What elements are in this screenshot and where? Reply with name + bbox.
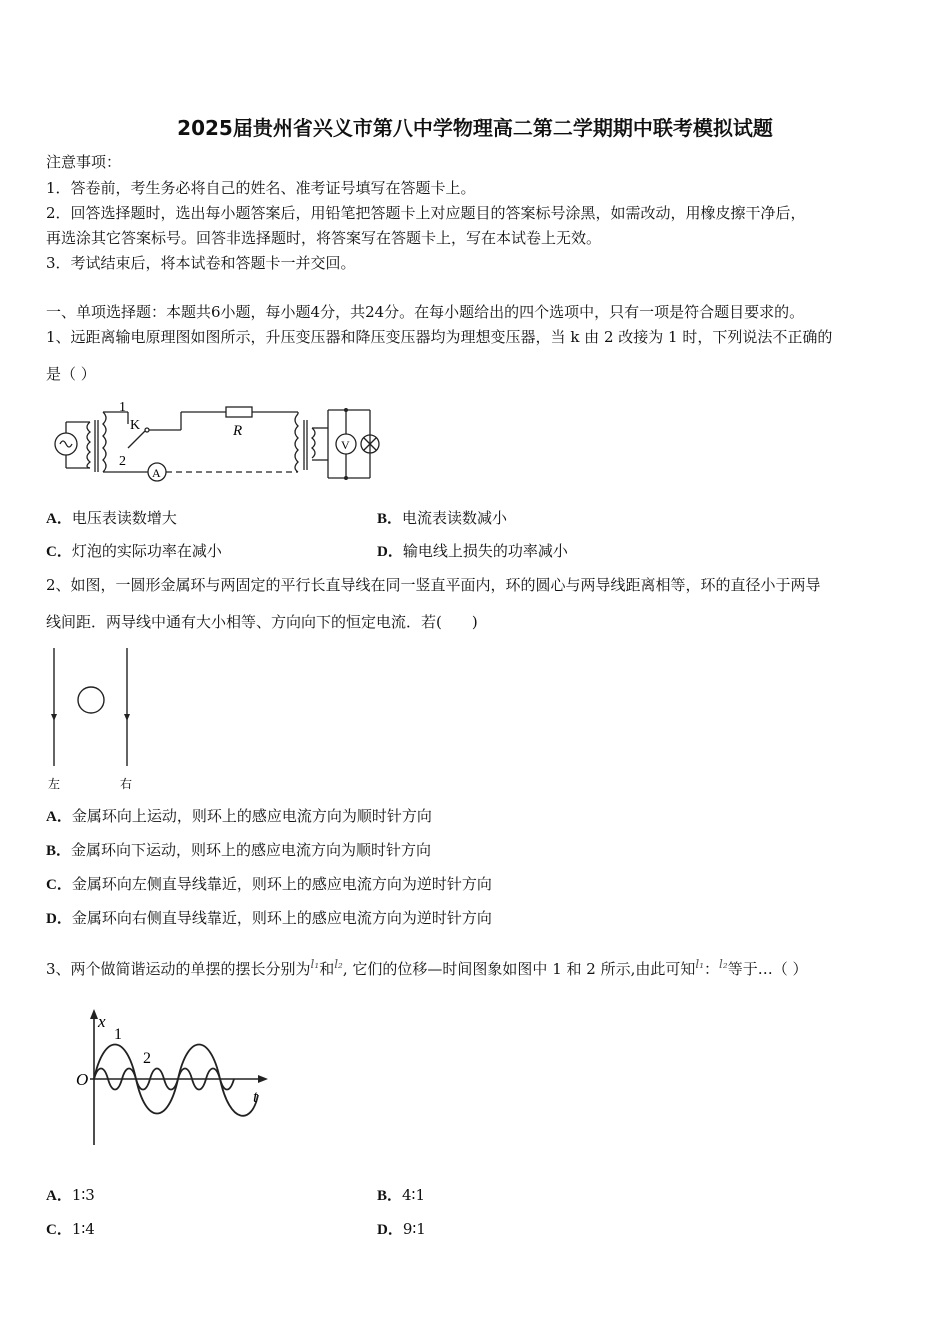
notice-item-1: 1．答卷前，考生务必将自己的姓名、准考证号填写在答题卡上。 (46, 179, 476, 197)
axis-t-label: t (253, 1087, 258, 1106)
ammeter-label: A (152, 466, 161, 480)
left-label: 左 (48, 777, 61, 791)
notice-item-2: 2．回答选择题时，选出每小题答案后，用铅笔把答题卡上对应题目的答案标号涂黑，如需改动，用橡皮擦干净后， (46, 204, 806, 222)
section-heading: 一、单项选择题：本题共6小题，每小题4分，共24分。在每小题给出的四个选项中，只有一项是符合题目要求的。 (46, 303, 805, 321)
q1-option-d[interactable]: D．输电线上损失的功率减小 (377, 542, 568, 560)
curve-2-label: 2 (143, 1050, 151, 1067)
origin-label: O (76, 1070, 89, 1089)
q3-option-b[interactable]: B．4∶1 (377, 1186, 426, 1204)
right-label: 右 (120, 777, 133, 791)
q3-stem: 3、两个做简谐运动的单摆的摆长分别为$^{l_1}$和$^{l_2}$, 它们的位移—时间图象如图中 1 和 2 所示,由此可知$^{l_1}$：$^{l_2}$等于…（ ） (46, 957, 808, 978)
axis-x-label: x (98, 1012, 106, 1031)
l2-symbol: l₂ (334, 957, 343, 971)
q3-option-c[interactable]: C．1∶4 (46, 1220, 95, 1238)
q1-option-c[interactable]: C．灯泡的实际功率在减小 (46, 542, 222, 560)
q2-stem-line1: 2、如图，一圆形金属环与两固定的平行长直导线在同一竖直平面内，环的圆心与两导线距离相等，环的直径小于两导 (46, 576, 821, 594)
terminal-2-label: 2 (119, 454, 126, 469)
curve-1-label: 1 (114, 1026, 122, 1043)
q1-stem-line2: 是（ ） (46, 365, 96, 383)
switch-k-label: K (130, 418, 141, 433)
notice-item-2-cont: 再选涂其它答案标号。回答非选择题时，将答案写在答题卡上，写在本试卷上无效。 (46, 229, 602, 247)
q1-option-a[interactable]: A．电压表读数增大 (46, 509, 177, 527)
q2-option-c[interactable]: C．金属环向左侧直导线靠近，则环上的感应电流方向为逆时针方向 (46, 875, 492, 893)
page-title: 2025届贵州省兴义市第八中学物理高二第二学期期中联考模拟试题 (177, 116, 773, 140)
voltmeter-label: V (341, 438, 350, 452)
q2-option-d[interactable]: D．金属环向右侧直导线靠近，则环上的感应电流方向为逆时针方向 (46, 909, 492, 927)
resistor-r-label: R (233, 423, 243, 439)
q2-wires-ring-diagram (44, 644, 144, 792)
ratio-l2-symbol: l₂ (719, 957, 728, 971)
q3-option-d[interactable]: D．9∶1 (377, 1220, 426, 1238)
q2-stem-line2: 线间距．两导线中通有大小相等、方向向下的恒定电流．若( ) (46, 613, 478, 631)
q1-option-b[interactable]: B．电流表读数减小 (377, 509, 508, 527)
l1-symbol: l₁ (310, 957, 320, 971)
q2-option-b[interactable]: B．金属环向下运动，则环上的感应电流方向为顺时针方向 (46, 841, 432, 859)
q1-stem-line1: 1、远距离输电原理图如图所示，升压变压器和降压变压器均为理想变压器，当 k 由 2 改接为 1 时，下列说法不正确的 (46, 328, 833, 346)
q3-displacement-time-graph (70, 1005, 275, 1150)
notice-item-3: 3．考试结束后，将本试卷和答题卡一并交回。 (46, 254, 356, 272)
q1-circuit-diagram (48, 394, 393, 486)
q3-option-a[interactable]: A．1∶3 (46, 1186, 95, 1204)
q2-option-a[interactable]: A．金属环向上运动，则环上的感应电流方向为顺时针方向 (46, 807, 432, 825)
terminal-1-label: 1 (119, 400, 126, 415)
notice-heading: 注意事项： (46, 153, 122, 171)
ratio-l1-symbol: l₁ (695, 957, 705, 971)
